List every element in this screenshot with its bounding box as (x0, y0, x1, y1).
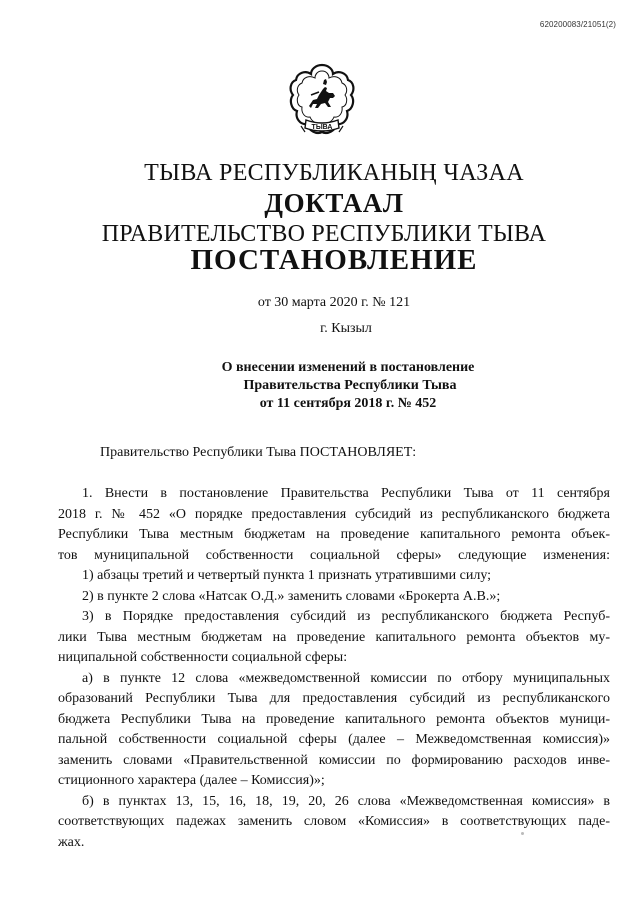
header-line-postanovlenie: ПОСТАНОВЛЕНИЕ (190, 244, 478, 276)
header-line-government: ПРАВИТЕЛЬСТВО РЕСПУБЛИКИ ТЫВА (101, 221, 547, 247)
paragraph-subitem-a-line: бюджета Республики Тыва на проведение капитального ремонта объектов муници- (58, 711, 610, 727)
paragraph-subitem-a-line: а) в пункте 12 слова «межведомственной комиссии по отбору муниципальных (82, 670, 610, 686)
paragraph-subitem-b-line: жах. (58, 834, 85, 850)
scan-artifact (521, 832, 524, 835)
header-line-doktaal: ДОКТААЛ (264, 188, 404, 218)
paragraph-subitem-a-line: стиционного характера (далее – Комиссия)»; (58, 773, 325, 788)
title-line: О внесении изменений в постановление (221, 360, 475, 375)
paragraph-item-1: 1) абзацы третий и четвертый пункта 1 признать утратившими силу; (82, 568, 492, 583)
paragraph-1-line: 1. Внести в постановление Правительства Республики Тыва от 11 сентября (82, 486, 610, 501)
paragraph-subitem-a-line: образований Республики Тыва для предоставления субсидий из республиканского (58, 691, 610, 706)
paragraph-subitem-b-line: б) в пунктах 13, 15, 16, 18, 19, 20, 26 слова «Межведомственная комиссия» в (82, 793, 610, 809)
document-code: 620200083/21051(2) (539, 20, 616, 29)
coat-of-arms-emblem (289, 62, 355, 144)
paragraph-item-3-line: ниципальной собственности социальной сферы: (58, 650, 348, 665)
emblem-ribbon-text: ТЫВА (311, 124, 333, 131)
preamble: Правительство Республики Тыва ПОСТАНОВЛЯЕТ: (100, 445, 417, 460)
document-date-number: от 30 марта 2020 г. № 121 (257, 295, 411, 310)
paragraph-item-2: 2) в пункте 2 слова «Натсак О.Д.» заменить словами «Брокерта А.В.»; (82, 588, 501, 604)
header-line-tyva: ТЫВА РЕСПУБЛИКАНЫҢ ЧАЗАА (144, 160, 524, 186)
paragraph-subitem-a-line: заменить словами «Правительственной комиссии по формированию расходов инве- (58, 752, 610, 768)
paragraph-subitem-a-line: пальной собственности социальной сферы (далее – Межведомственная комиссия)» (58, 732, 610, 747)
paragraph-item-3-line: лики Тыва местным бюджетам на проведение капитального ремонта объектов му- (58, 629, 610, 645)
paragraph-1-line: Республики Тыва местным бюджетам на проведение капитального ремонта объек- (58, 527, 610, 542)
paragraph-1-line: 2018 г. № 452 «О порядке предоставления субсидий из республиканского бюджета (58, 506, 610, 522)
document-title (0, 359, 640, 413)
document-city: г. Кызыл (320, 321, 372, 336)
title-line: Правительства Республики Тыва (243, 378, 457, 393)
title-line: от 11 сентября 2018 г. № 452 (259, 396, 437, 411)
document-body (58, 484, 610, 853)
paragraph-subitem-b-line: соответствующих падежах заменить словом «Комиссия» в соответствующих паде- (58, 814, 610, 829)
paragraph-1-line: тов муниципальной собственности социальной сферы» следующие изменения: (58, 547, 610, 563)
paragraph-item-3-line: 3) в Порядке предоставления субсидий из республиканского бюджета Респуб- (82, 609, 610, 624)
